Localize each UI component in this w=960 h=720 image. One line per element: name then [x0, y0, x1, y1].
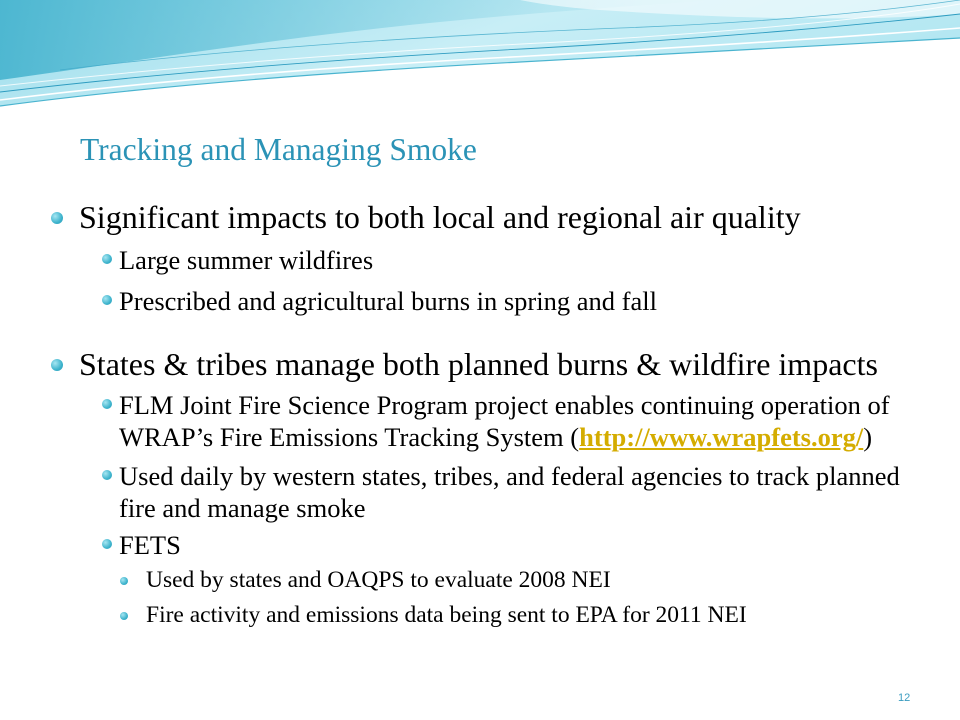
- bullet-dot-icon: [120, 612, 128, 620]
- bullet-text: Fire activity and emissions data being sent to EPA for 2011 NEI: [146, 602, 747, 628]
- bullet-l2-summer-wildfires: [119, 244, 919, 276]
- slide-number: 12: [898, 692, 911, 704]
- bullet-l3-evaluate-2008-nei: [146, 566, 611, 594]
- bullet-text: Large summer wildfires: [119, 245, 374, 275]
- bullet-text: Used daily by western states, tribes, and federal agencies to track planned fire and manage smoke: [119, 461, 900, 523]
- bullet-dot-icon: [102, 254, 112, 264]
- bullet-text-closing: ): [863, 422, 873, 452]
- bullet-l1-states-tribes-manage: [79, 345, 878, 383]
- bullet-text: States & tribes manage both planned burns & wildfire impacts: [79, 346, 878, 382]
- bullet-dot-icon: [120, 577, 128, 585]
- wrapfets-link[interactable]: http://www.wrapfets.org/: [579, 422, 864, 452]
- bullet-text: FLM Joint Fire Science Program project enables continuing operation of WRAP’s Fire Emissions Tracking System (: [119, 390, 890, 452]
- bullet-text: Used by states and OAQPS to evaluate 2008 NEI: [146, 567, 611, 593]
- bullet-l2-fets: [119, 529, 919, 561]
- bullet-l2-prescribed-burns: [119, 285, 919, 317]
- slide-title: Tracking and Managing Smoke: [80, 132, 477, 167]
- bullet-dot-icon: [51, 359, 63, 371]
- bullet-dot-icon: [102, 470, 112, 480]
- bullet-l2-used-daily: [119, 460, 919, 524]
- bullet-dot-icon: [102, 399, 112, 409]
- bullet-text: Prescribed and agricultural burns in spring and fall: [119, 286, 657, 316]
- bullet-text: Significant impacts to both local and regional air quality: [79, 199, 801, 235]
- bullet-dot-icon: [51, 212, 63, 224]
- header-wave-decoration: [0, 0, 960, 120]
- bullet-l2-flm-jfsp-project: [119, 389, 919, 453]
- bullet-l1-air-quality-impacts: [79, 198, 801, 236]
- bullet-dot-icon: [102, 539, 112, 549]
- bullet-dot-icon: [102, 295, 112, 305]
- bullet-text: FETS: [119, 530, 181, 560]
- bullet-l3-data-for-2011-nei: [146, 601, 747, 629]
